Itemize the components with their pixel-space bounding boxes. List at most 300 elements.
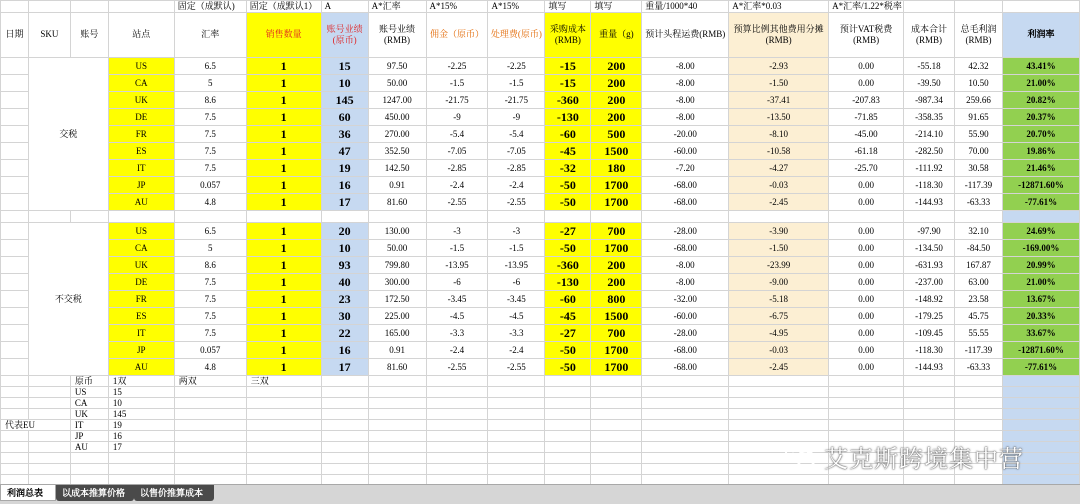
- data-cell[interactable]: -45: [545, 308, 591, 325]
- data-cell[interactable]: 270.00: [368, 126, 426, 143]
- formula-label-cell[interactable]: A*汇率*0.03: [729, 1, 829, 13]
- data-cell[interactable]: 21.46%: [1002, 160, 1079, 177]
- data-cell[interactable]: 0.00: [829, 342, 904, 359]
- empty-cell[interactable]: [28, 211, 70, 223]
- data-cell[interactable]: 145: [321, 92, 368, 109]
- data-cell[interactable]: 259.66: [955, 92, 1003, 109]
- empty-cell[interactable]: [955, 420, 1003, 431]
- data-cell[interactable]: 1700: [591, 177, 642, 194]
- side-value[interactable]: 10: [108, 398, 174, 409]
- empty-cell[interactable]: [642, 420, 729, 431]
- date-cell[interactable]: [1, 177, 29, 194]
- data-cell[interactable]: 17: [321, 194, 368, 211]
- empty-cell[interactable]: [829, 387, 904, 398]
- empty-cell[interactable]: [591, 464, 642, 475]
- data-cell[interactable]: -130: [545, 274, 591, 291]
- data-cell[interactable]: -148.92: [904, 291, 955, 308]
- side-site[interactable]: IT: [70, 420, 108, 431]
- data-cell[interactable]: -25.70: [829, 160, 904, 177]
- site-cell[interactable]: JP: [108, 342, 174, 359]
- empty-cell[interactable]: [1002, 387, 1079, 398]
- data-cell[interactable]: 0.00: [829, 274, 904, 291]
- data-cell[interactable]: 1: [246, 342, 321, 359]
- date-cell[interactable]: [1, 75, 29, 92]
- data-cell[interactable]: 1: [246, 223, 321, 240]
- data-cell[interactable]: -68.00: [642, 177, 729, 194]
- data-cell[interactable]: 0.00: [829, 177, 904, 194]
- data-cell[interactable]: -1.50: [729, 240, 829, 257]
- data-cell[interactable]: -9: [488, 109, 545, 126]
- data-cell[interactable]: 50.00: [368, 75, 426, 92]
- data-cell[interactable]: 32.10: [955, 223, 1003, 240]
- side-site[interactable]: CA: [70, 398, 108, 409]
- side-site[interactable]: JP: [70, 431, 108, 442]
- data-cell[interactable]: 1: [246, 194, 321, 211]
- side-header[interactable]: 1双: [108, 376, 174, 387]
- empty-cell[interactable]: [426, 453, 488, 464]
- data-cell[interactable]: 1500: [591, 143, 642, 160]
- empty-cell[interactable]: [1, 376, 29, 387]
- empty-cell[interactable]: [488, 453, 545, 464]
- formula-label-cell[interactable]: A*15%: [488, 1, 545, 13]
- empty-cell[interactable]: [545, 398, 591, 409]
- data-cell[interactable]: 13.67%: [1002, 291, 1079, 308]
- data-cell[interactable]: -68.00: [642, 240, 729, 257]
- data-cell[interactable]: -13.50: [729, 109, 829, 126]
- empty-cell[interactable]: [904, 420, 955, 431]
- data-cell[interactable]: -8.00: [642, 257, 729, 274]
- data-cell[interactable]: 33.67%: [1002, 325, 1079, 342]
- data-cell[interactable]: -358.35: [904, 109, 955, 126]
- empty-cell[interactable]: [642, 376, 729, 387]
- data-cell[interactable]: -987.34: [904, 92, 955, 109]
- empty-cell[interactable]: [174, 420, 246, 431]
- data-cell[interactable]: -2.55: [488, 194, 545, 211]
- empty-cell[interactable]: [246, 409, 321, 420]
- column-header[interactable]: 账号业绩 (原币): [321, 13, 368, 58]
- data-cell[interactable]: 1: [246, 109, 321, 126]
- data-cell[interactable]: 42.32: [955, 58, 1003, 75]
- data-cell[interactable]: -6: [488, 274, 545, 291]
- data-cell[interactable]: -631.93: [904, 257, 955, 274]
- data-cell[interactable]: 0.00: [829, 194, 904, 211]
- empty-cell[interactable]: [545, 464, 591, 475]
- data-cell[interactable]: 7.5: [174, 308, 246, 325]
- empty-cell[interactable]: [488, 442, 545, 453]
- empty-cell[interactable]: [642, 211, 729, 223]
- side-value[interactable]: 15: [108, 387, 174, 398]
- empty-cell[interactable]: [955, 211, 1003, 223]
- data-cell[interactable]: -4.27: [729, 160, 829, 177]
- data-cell[interactable]: 500: [591, 126, 642, 143]
- data-cell[interactable]: -3.3: [426, 325, 488, 342]
- empty-cell[interactable]: [545, 211, 591, 223]
- data-cell[interactable]: -117.39: [955, 177, 1003, 194]
- empty-cell[interactable]: [174, 409, 246, 420]
- data-cell[interactable]: -15: [545, 58, 591, 75]
- empty-cell[interactable]: [829, 409, 904, 420]
- formula-label-cell[interactable]: A*15%: [426, 1, 488, 13]
- empty-cell[interactable]: [829, 420, 904, 431]
- side-value[interactable]: 17: [108, 442, 174, 453]
- empty-cell[interactable]: [246, 431, 321, 442]
- data-cell[interactable]: -2.25: [488, 58, 545, 75]
- data-cell[interactable]: 1: [246, 359, 321, 376]
- data-cell[interactable]: -9: [426, 109, 488, 126]
- empty-cell[interactable]: [426, 211, 488, 223]
- data-cell[interactable]: -282.50: [904, 143, 955, 160]
- empty-cell[interactable]: [426, 387, 488, 398]
- data-cell[interactable]: -27: [545, 325, 591, 342]
- empty-cell[interactable]: [246, 211, 321, 223]
- data-cell[interactable]: 91.65: [955, 109, 1003, 126]
- site-cell[interactable]: UK: [108, 92, 174, 109]
- empty-cell[interactable]: [642, 464, 729, 475]
- empty-cell[interactable]: [1, 409, 29, 420]
- empty-cell[interactable]: [246, 387, 321, 398]
- empty-cell[interactable]: [246, 464, 321, 475]
- side-site[interactable]: US: [70, 387, 108, 398]
- data-cell[interactable]: 225.00: [368, 308, 426, 325]
- data-cell[interactable]: -7.05: [488, 143, 545, 160]
- formula-label-cell[interactable]: [955, 1, 1003, 13]
- data-cell[interactable]: -1.5: [488, 75, 545, 92]
- empty-cell[interactable]: [108, 464, 174, 475]
- empty-cell[interactable]: [545, 431, 591, 442]
- empty-cell[interactable]: [426, 420, 488, 431]
- date-cell[interactable]: [1, 359, 29, 376]
- empty-cell[interactable]: [174, 464, 246, 475]
- data-cell[interactable]: -130: [545, 109, 591, 126]
- date-cell[interactable]: [1, 325, 29, 342]
- data-cell[interactable]: -32: [545, 160, 591, 177]
- data-cell[interactable]: -360: [545, 257, 591, 274]
- data-cell[interactable]: -144.93: [904, 194, 955, 211]
- empty-cell[interactable]: [108, 453, 174, 464]
- data-cell[interactable]: -1.5: [426, 75, 488, 92]
- data-cell[interactable]: 55.55: [955, 325, 1003, 342]
- data-cell[interactable]: -68.00: [642, 359, 729, 376]
- date-cell[interactable]: [1, 308, 29, 325]
- data-cell[interactable]: 22: [321, 325, 368, 342]
- column-header[interactable]: 账号业绩 (RMB): [368, 13, 426, 58]
- data-cell[interactable]: 1: [246, 75, 321, 92]
- column-header[interactable]: 处理费(原币): [488, 13, 545, 58]
- date-cell[interactable]: [1, 109, 29, 126]
- empty-cell[interactable]: [1, 398, 29, 409]
- empty-cell[interactable]: [488, 464, 545, 475]
- data-cell[interactable]: -12871.60%: [1002, 342, 1079, 359]
- data-cell[interactable]: 1: [246, 257, 321, 274]
- data-cell[interactable]: 70.00: [955, 143, 1003, 160]
- data-cell[interactable]: -117.39: [955, 342, 1003, 359]
- data-cell[interactable]: -1.50: [729, 75, 829, 92]
- data-cell[interactable]: -2.4: [426, 177, 488, 194]
- empty-cell[interactable]: [545, 376, 591, 387]
- empty-cell[interactable]: [426, 442, 488, 453]
- empty-cell[interactable]: [545, 442, 591, 453]
- data-cell[interactable]: -12871.60%: [1002, 177, 1079, 194]
- date-cell[interactable]: [1, 274, 29, 291]
- site-cell[interactable]: IT: [108, 325, 174, 342]
- data-cell[interactable]: -4.95: [729, 325, 829, 342]
- data-cell[interactable]: 20.70%: [1002, 126, 1079, 143]
- empty-cell[interactable]: [368, 376, 426, 387]
- empty-cell[interactable]: [426, 409, 488, 420]
- data-cell[interactable]: -8.00: [642, 92, 729, 109]
- column-header[interactable]: 总毛利润 (RMB): [955, 13, 1003, 58]
- data-cell[interactable]: 20: [321, 223, 368, 240]
- data-cell[interactable]: 0.00: [829, 308, 904, 325]
- data-cell[interactable]: 8.6: [174, 92, 246, 109]
- data-cell[interactable]: -3.3: [488, 325, 545, 342]
- site-cell[interactable]: FR: [108, 291, 174, 308]
- data-cell[interactable]: -2.55: [426, 194, 488, 211]
- data-cell[interactable]: -118.30: [904, 342, 955, 359]
- empty-cell[interactable]: [729, 420, 829, 431]
- side-value[interactable]: 145: [108, 409, 174, 420]
- empty-cell[interactable]: [28, 464, 70, 475]
- empty-cell[interactable]: [108, 211, 174, 223]
- data-cell[interactable]: 4.8: [174, 194, 246, 211]
- data-cell[interactable]: 97.50: [368, 58, 426, 75]
- data-cell[interactable]: -9.00: [729, 274, 829, 291]
- empty-cell[interactable]: [955, 398, 1003, 409]
- data-cell[interactable]: 36: [321, 126, 368, 143]
- empty-cell[interactable]: [368, 453, 426, 464]
- empty-cell[interactable]: [28, 431, 70, 442]
- empty-cell[interactable]: [642, 453, 729, 464]
- data-cell[interactable]: 45.75: [955, 308, 1003, 325]
- site-cell[interactable]: JP: [108, 177, 174, 194]
- side-site[interactable]: UK: [70, 409, 108, 420]
- data-cell[interactable]: -111.92: [904, 160, 955, 177]
- site-cell[interactable]: UK: [108, 257, 174, 274]
- data-cell[interactable]: 63.00: [955, 274, 1003, 291]
- column-header[interactable]: 预计头程运费(RMB): [642, 13, 729, 58]
- empty-cell[interactable]: [246, 398, 321, 409]
- data-cell[interactable]: 1: [246, 291, 321, 308]
- empty-cell[interactable]: [1, 442, 29, 453]
- data-cell[interactable]: 165.00: [368, 325, 426, 342]
- empty-cell[interactable]: [426, 431, 488, 442]
- empty-cell[interactable]: [904, 211, 955, 223]
- group-label[interactable]: 交税: [28, 58, 108, 211]
- data-cell[interactable]: 24.69%: [1002, 223, 1079, 240]
- column-header[interactable]: 利润率: [1002, 13, 1079, 58]
- empty-cell[interactable]: [28, 453, 70, 464]
- data-cell[interactable]: -2.45: [729, 194, 829, 211]
- empty-cell[interactable]: [488, 420, 545, 431]
- data-cell[interactable]: -179.25: [904, 308, 955, 325]
- column-header[interactable]: 账号: [70, 13, 108, 58]
- data-cell[interactable]: 0.00: [829, 325, 904, 342]
- data-cell[interactable]: -2.93: [729, 58, 829, 75]
- empty-cell[interactable]: [591, 442, 642, 453]
- data-cell[interactable]: 0.00: [829, 291, 904, 308]
- empty-cell[interactable]: [321, 464, 368, 475]
- data-cell[interactable]: -118.30: [904, 177, 955, 194]
- data-cell[interactable]: -60: [545, 291, 591, 308]
- data-cell[interactable]: -32.00: [642, 291, 729, 308]
- data-cell[interactable]: -50: [545, 359, 591, 376]
- empty-cell[interactable]: [1, 464, 29, 475]
- data-cell[interactable]: -8.00: [642, 75, 729, 92]
- data-cell[interactable]: -109.45: [904, 325, 955, 342]
- column-header[interactable]: SKU: [28, 13, 70, 58]
- data-cell[interactable]: 799.80: [368, 257, 426, 274]
- formula-label-cell[interactable]: [904, 1, 955, 13]
- empty-cell[interactable]: [1, 453, 29, 464]
- site-cell[interactable]: AU: [108, 194, 174, 211]
- formula-label-cell[interactable]: [28, 1, 70, 13]
- data-cell[interactable]: 0.00: [829, 257, 904, 274]
- data-cell[interactable]: -45: [545, 143, 591, 160]
- data-cell[interactable]: 16: [321, 177, 368, 194]
- data-cell[interactable]: 0.057: [174, 177, 246, 194]
- empty-cell[interactable]: [426, 376, 488, 387]
- data-cell[interactable]: -360: [545, 92, 591, 109]
- data-cell[interactable]: 20.33%: [1002, 308, 1079, 325]
- data-cell[interactable]: 1: [246, 143, 321, 160]
- data-cell[interactable]: 10: [321, 240, 368, 257]
- empty-cell[interactable]: [368, 398, 426, 409]
- data-cell[interactable]: -8.00: [642, 58, 729, 75]
- empty-cell[interactable]: [488, 211, 545, 223]
- data-cell[interactable]: 200: [591, 274, 642, 291]
- data-cell[interactable]: 7.5: [174, 143, 246, 160]
- empty-cell[interactable]: [1002, 211, 1079, 223]
- data-cell[interactable]: -68.00: [642, 342, 729, 359]
- side-header[interactable]: 原币: [70, 376, 108, 387]
- empty-cell[interactable]: [545, 453, 591, 464]
- date-cell[interactable]: [1, 92, 29, 109]
- data-cell[interactable]: -60.00: [642, 308, 729, 325]
- data-cell[interactable]: 23: [321, 291, 368, 308]
- tab-profit-summary[interactable]: 利润总表: [0, 485, 56, 501]
- data-cell[interactable]: -0.03: [729, 177, 829, 194]
- data-cell[interactable]: -63.33: [955, 194, 1003, 211]
- empty-cell[interactable]: [426, 398, 488, 409]
- data-cell[interactable]: -2.55: [488, 359, 545, 376]
- data-cell[interactable]: -37.41: [729, 92, 829, 109]
- empty-cell[interactable]: [174, 453, 246, 464]
- data-cell[interactable]: -144.93: [904, 359, 955, 376]
- empty-cell[interactable]: [1002, 398, 1079, 409]
- data-cell[interactable]: 1: [246, 126, 321, 143]
- empty-cell[interactable]: [729, 376, 829, 387]
- data-cell[interactable]: 16: [321, 342, 368, 359]
- empty-cell[interactable]: [591, 420, 642, 431]
- side-header[interactable]: 三双: [246, 376, 321, 387]
- empty-cell[interactable]: [904, 409, 955, 420]
- site-cell[interactable]: ES: [108, 308, 174, 325]
- data-cell[interactable]: 5: [174, 75, 246, 92]
- data-cell[interactable]: 5: [174, 240, 246, 257]
- data-cell[interactable]: 167.87: [955, 257, 1003, 274]
- data-cell[interactable]: -6.75: [729, 308, 829, 325]
- data-cell[interactable]: -2.45: [729, 359, 829, 376]
- empty-cell[interactable]: [591, 431, 642, 442]
- data-cell[interactable]: -28.00: [642, 325, 729, 342]
- data-cell[interactable]: 19: [321, 160, 368, 177]
- empty-cell[interactable]: [829, 376, 904, 387]
- data-cell[interactable]: -23.99: [729, 257, 829, 274]
- empty-cell[interactable]: [174, 442, 246, 453]
- data-cell[interactable]: 21.00%: [1002, 75, 1079, 92]
- date-cell[interactable]: [1, 342, 29, 359]
- data-cell[interactable]: 6.5: [174, 223, 246, 240]
- empty-cell[interactable]: [321, 409, 368, 420]
- data-cell[interactable]: -60.00: [642, 143, 729, 160]
- formula-label-cell[interactable]: 重量/1000*40: [642, 1, 729, 13]
- data-cell[interactable]: -3: [426, 223, 488, 240]
- data-cell[interactable]: -77.61%: [1002, 194, 1079, 211]
- data-cell[interactable]: -8.10: [729, 126, 829, 143]
- empty-cell[interactable]: [174, 398, 246, 409]
- empty-cell[interactable]: [70, 453, 108, 464]
- data-cell[interactable]: -27: [545, 223, 591, 240]
- site-cell[interactable]: CA: [108, 75, 174, 92]
- empty-cell[interactable]: [70, 464, 108, 475]
- data-cell[interactable]: -50: [545, 177, 591, 194]
- date-cell[interactable]: [1, 194, 29, 211]
- empty-cell[interactable]: [729, 398, 829, 409]
- formula-label-cell[interactable]: A*汇率/1.22*税率: [829, 1, 904, 13]
- empty-cell[interactable]: [904, 398, 955, 409]
- data-cell[interactable]: -237.00: [904, 274, 955, 291]
- column-header[interactable]: 预算比例其他费用分摊 (RMB): [729, 13, 829, 58]
- data-cell[interactable]: 1: [246, 325, 321, 342]
- data-cell[interactable]: 172.50: [368, 291, 426, 308]
- date-cell[interactable]: [1, 143, 29, 160]
- data-cell[interactable]: -45.00: [829, 126, 904, 143]
- empty-cell[interactable]: [1002, 409, 1079, 420]
- data-cell[interactable]: 200: [591, 109, 642, 126]
- data-cell[interactable]: -71.85: [829, 109, 904, 126]
- data-cell[interactable]: 700: [591, 223, 642, 240]
- empty-cell[interactable]: [488, 376, 545, 387]
- data-cell[interactable]: 10: [321, 75, 368, 92]
- empty-cell[interactable]: [729, 409, 829, 420]
- empty-cell[interactable]: [28, 409, 70, 420]
- empty-cell[interactable]: [321, 387, 368, 398]
- data-cell[interactable]: -2.25: [426, 58, 488, 75]
- data-cell[interactable]: -4.5: [488, 308, 545, 325]
- column-header[interactable]: 预计VAT税费 (RMB): [829, 13, 904, 58]
- data-cell[interactable]: 200: [591, 92, 642, 109]
- data-cell[interactable]: -4.5: [426, 308, 488, 325]
- data-cell[interactable]: 10.50: [955, 75, 1003, 92]
- empty-cell[interactable]: [368, 442, 426, 453]
- data-cell[interactable]: 0.00: [829, 223, 904, 240]
- empty-cell[interactable]: [1, 431, 29, 442]
- date-cell[interactable]: [1, 240, 29, 257]
- data-cell[interactable]: 1: [246, 160, 321, 177]
- date-cell[interactable]: [1, 160, 29, 177]
- data-cell[interactable]: -20.00: [642, 126, 729, 143]
- empty-cell[interactable]: [1, 387, 29, 398]
- empty-cell[interactable]: [642, 387, 729, 398]
- data-cell[interactable]: -7.05: [426, 143, 488, 160]
- empty-cell[interactable]: [246, 420, 321, 431]
- data-cell[interactable]: 300.00: [368, 274, 426, 291]
- data-cell[interactable]: 30: [321, 308, 368, 325]
- column-header[interactable]: 日期: [1, 13, 29, 58]
- side-value[interactable]: 19: [108, 420, 174, 431]
- empty-cell[interactable]: [955, 409, 1003, 420]
- data-cell[interactable]: 142.50: [368, 160, 426, 177]
